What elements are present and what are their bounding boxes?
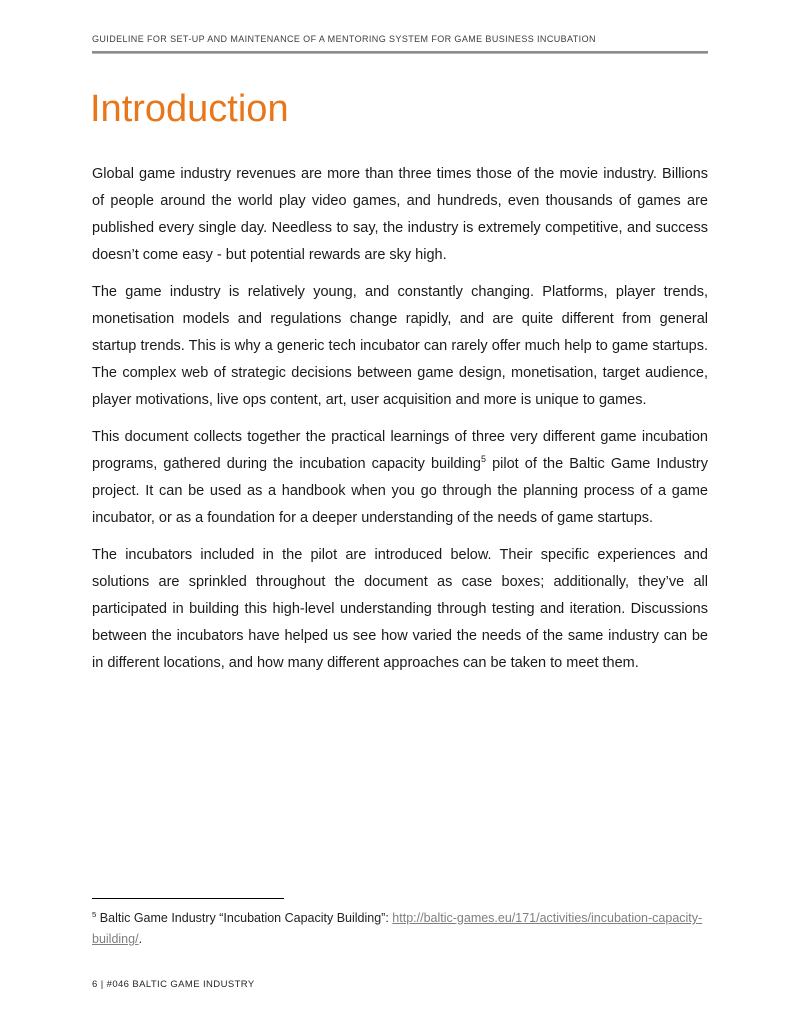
paragraph-2: The game industry is relatively young, and constantly changing. Platforms, player trends, monetisation models and regulations change rapidly, and are quite different from general startup trends. This is why a generic tech incubator can rarely offer much help to game startups. The complex web of strategic decisions between game design, monetisation, target audience, player motivations, live ops content, art, user acquisition and more is unique to games. (92, 284, 708, 408)
body-text (92, 161, 708, 677)
paragraph-3 (92, 424, 708, 532)
footnote-label: Baltic Game Industry “Incubation Capacity Building”: (96, 911, 393, 925)
footnote-separator (92, 898, 284, 899)
header-divider (92, 51, 708, 54)
paragraph-3-text-after: pilot of the Baltic Game Industry project. It can be used as a handbook when you go through the planning process of a game incubator, or as a foundation for a deeper understanding of the needs of game startups. (92, 456, 709, 526)
footnote-block (92, 898, 708, 950)
running-header-text: GUIDELINE FOR SET-UP AND MAINTENANCE OF A MENTORING SYSTEM FOR GAME BUSINESS INCUBATION (92, 34, 596, 44)
page-footer: 6 | #046 BALTIC GAME INDUSTRY (92, 979, 255, 990)
paragraph-3-text-before: This document collects together the practical learnings of three very different game incubation programs, gathered during the incubation capacity building (92, 429, 708, 472)
paragraph-1: Global game industry revenues are more than three times those of the movie industry. Billions of people around the world play video games, and hundreds, even thousands of games are published every single day. Needless to say, the industry is extremely competitive, and success doesn’t come easy - but potential rewards are sky high. (92, 166, 708, 263)
footnote-marker: 5 (92, 909, 97, 919)
page-title: Introduction (90, 88, 289, 130)
footnote-hyperlink[interactable]: http://baltic-games.eu/171/activities/incubation-capacity-building/ (92, 911, 703, 946)
footnote-suffix: . (138, 932, 143, 946)
paragraph-4: The incubators included in the pilot are introduced below. Their specific experiences and solutions are sprinkled throughout the document as case boxes; additionally, they’ve all participated in building this high-level understanding through testing and iteration. Discussions between the incubators have helped us see how varied the needs of the same industry can be in different locations, and how many different approaches can be taken to meet them. (92, 547, 708, 671)
footnote-text (92, 908, 708, 950)
page-header (92, 34, 708, 54)
footnote-reference-5: 5 (480, 454, 486, 465)
